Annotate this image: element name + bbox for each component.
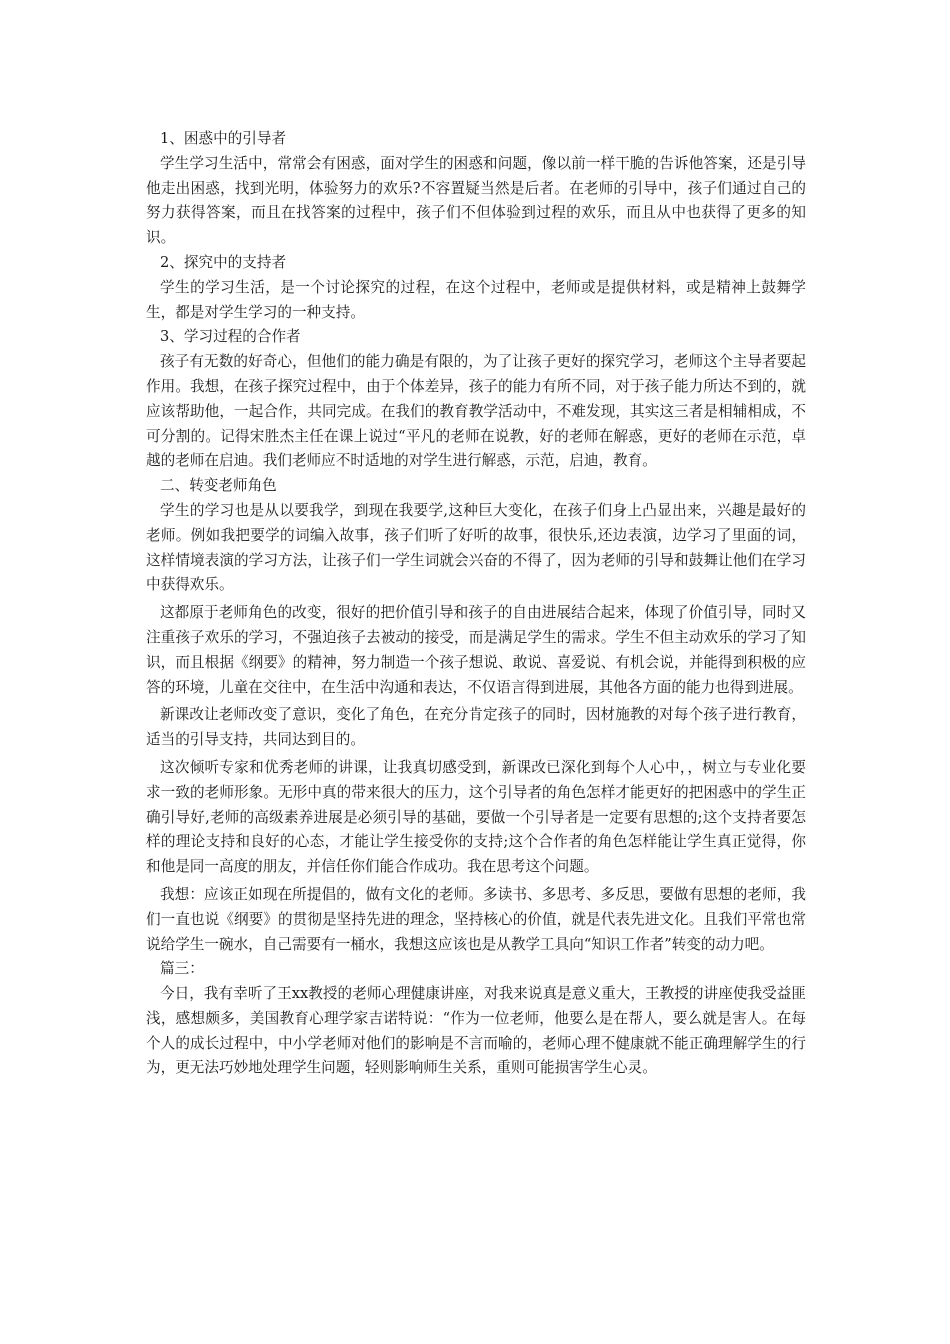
section-heading-2: 2、探究中的支持者 (160, 253, 287, 271)
paragraph-8: 我想：应该正如现在所提倡的，做有文化的老师。多读书、多思考、多反思，要做有思想的老师，我们一直也说《纲要》的贯彻是坚持先进的理念，坚持核心的价值，就是代表先进文化。且我们平常也常说给学生一碗水，自己需要有一桶水，我想这应该也是从教学工具向“知识工作者”转变的动力吧。 (146, 885, 806, 953)
section-heading-4: 二、转变老师角色 (160, 477, 277, 495)
section-heading-5: 篇三： (160, 960, 204, 978)
section-heading-1: 1、困惑中的引导者 (160, 130, 287, 147)
paragraph-5: 这都原于老师角色的改变，很好的把价值引导和孩子的自由进展结合起来，体现了价值引导，同时又注重孩子欢乐的学习，不强迫孩子去被动的接受，而是满足学生的需求。学生不但主动欢乐的学习了知识，而且根据《纲要》的精神，努力制造一个孩子想说、敢说、喜爱说、有机会说，并能得到积极的应答的环境，儿童在交往中，在生活中沟通和表达，不仅语言得到进展，其他各方面的能力也得到进展。 (146, 604, 806, 696)
paragraph-4: 学生的学习也是从以要我学，到现在我要学,这种巨大变化，在孩子们身上凸显出来，兴趣是最好的老师。例如我把要学的词编入故事，孩子们听了好听的故事，很快乐,还边表演，边学习了里面的词，这样情境表演的学习方法，让孩子们一学生词就会兴奋的不得了，因为老师的引导和鼓舞让他们在学习中获得欢乐。 (146, 501, 806, 594)
paragraph-6: 新课改让老师改变了意识，变化了角色，在充分肯定孩子的同时，因材施教的对每个孩子进行教育，适当的引导支持，共同达到目的。 (146, 706, 806, 749)
paragraph-3: 孩子有无数的好奇心，但他们的能力确是有限的，为了让孩子更好的探究学习，老师这个主导者要起作用。我想，在孩子探究过程中，由于个体差异，孩子的能力有所不同，对于孩子能力所达不到的，就应该帮助他，一起合作，共同完成。在我们的教育教学活动中，不难发现，其实这三者是相辅相成，不可分割的。记得宋胜杰主任在课上说过“平凡的老师在说教，好的老师在解惑，更好的老师在示范，卓越的老师在启迪。我们老师应不时适地的对学生进行解惑，示范，启迪，教育。 (146, 353, 806, 470)
paragraph-2: 学生的学习生活，是一个讨论探究的过程，在这个过程中，老师或是提供材料，或是精神上鼓舞学生，都是对学生学习的一种支持。 (146, 278, 806, 321)
document-body (146, 127, 806, 1081)
paragraph-1: 学生学习生活中，常常会有困惑，面对学生的困惑和问题，像以前一样干脆的告诉他答案，还是引导他走出困惑，找到光明，体验努力的欢乐?不容置疑当然是后者。在老师的引导中，孩子们通过自己的努力获得答案，而且在找答案的过程中，孩子们不但体验到过程的欢乐，而且从中也获得了更多的知识。 (146, 154, 806, 247)
paragraph-7: 这次倾听专家和优秀老师的讲课，让我真切感受到，新课改已深化到每个人心中，，树立与专业化要求一致的老师形象。无形中真的带来很大的压力，这个引导者的角色怎样才能更好的把困惑中的学生正确引导好,老师的高级素养进展是必须引导的基础，要做一个引导者是一定要有思想的;这个支持者要怎样的理论支持和良好的心态，才能让学生接受你的支持;这个合作者的角色怎样能让学生真正觉得，你和他是同一高度的朋友，并信任你们能合作成功。我在思考这个问题。 (146, 758, 806, 876)
section-heading-3: 3、学习过程的合作者 (160, 328, 301, 346)
paragraph-9: 今日，我有幸听了王xx教授的老师心理健康讲座，对我来说真是意义重大，王教授的讲座使我受益匪浅，感想颇多，美国教育心理学家吉诺特说：“作为一位老师，他要么是在帮人，要么就是害人。在每个人的成长过程中，中小学老师对他们的影响是不言而喻的，老师心理不健康就不能正确理解学生的行为，更无法巧妙地处理学生问题，轻则影响师生关系，重则可能损害学生心灵。 (146, 985, 806, 1077)
